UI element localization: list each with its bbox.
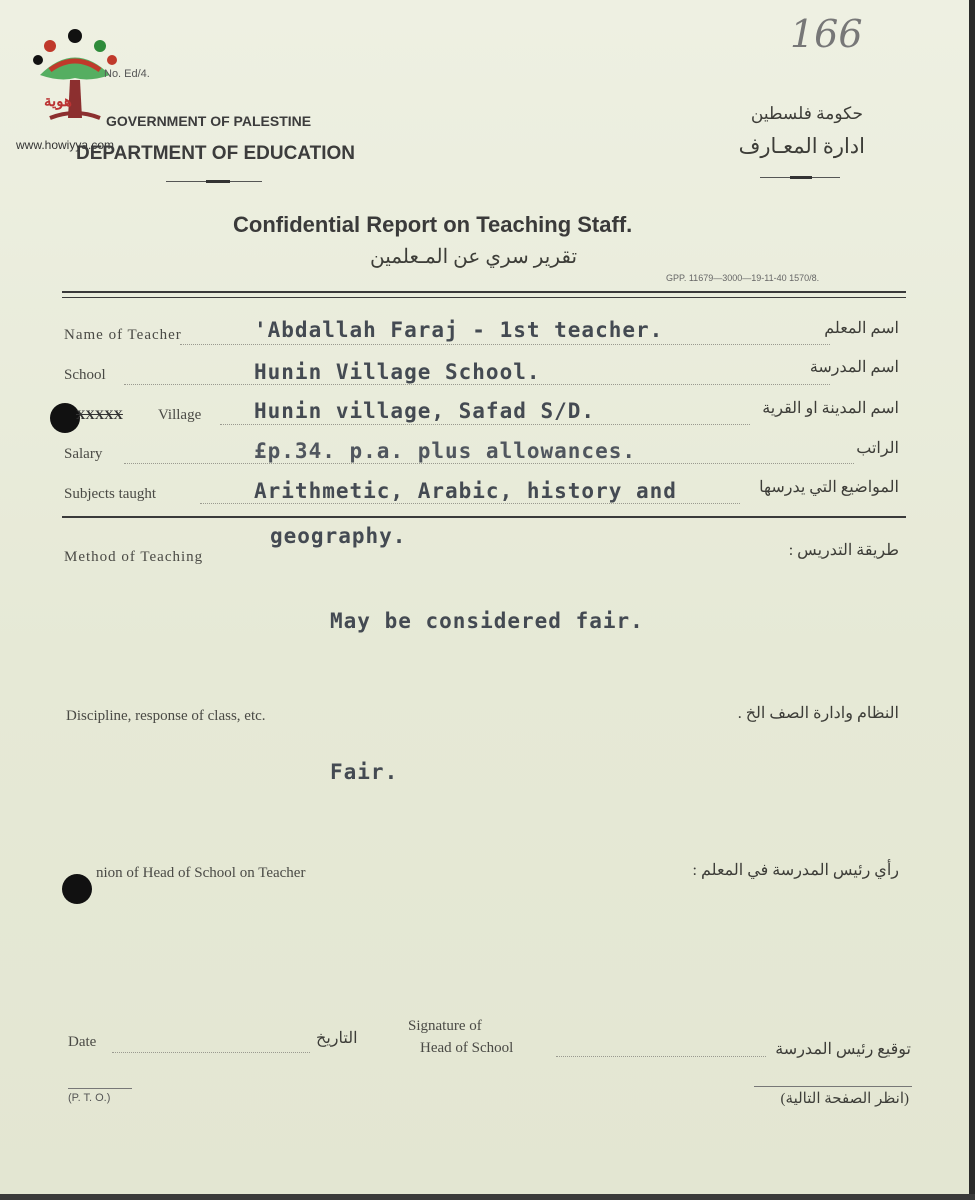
form-number: No. Ed/4.: [104, 68, 150, 80]
name-dotted-line: [180, 344, 830, 345]
header-divider-right-bold: [790, 176, 812, 179]
label-salary-ar: الراتب: [856, 440, 899, 457]
pto-en: (P. T. O.): [68, 1092, 111, 1104]
label-opinion-ar: رأي رئيس المدرسة في المعلم :: [692, 862, 899, 879]
watermark-website[interactable]: www.howiyya.com: [16, 138, 115, 152]
value-name: 'Abdallah Faraj - 1st teacher.: [254, 318, 664, 342]
report-title-en: Confidential Report on Teaching Staff.: [233, 212, 633, 237]
footer-rule-left: [68, 1088, 132, 1089]
label-school-en: School: [64, 367, 106, 383]
label-subjects-ar: المواضيع التي يدرسها: [759, 479, 899, 496]
label-village-en: Village: [158, 407, 202, 423]
label-signature-2: Head of School: [420, 1040, 514, 1056]
top-double-rule-1: [62, 291, 906, 293]
label-opinion-en: nion of Head of School on Teacher: [96, 865, 306, 881]
label-village-ar: اسم المدينة او القرية: [762, 400, 899, 417]
report-title-ar: تقرير سري عن المـعلمين: [370, 246, 578, 268]
label-signature-ar: توقيع رئيس المدرسة: [775, 1041, 911, 1058]
value-subjects-continued: geography.: [270, 524, 407, 548]
punch-hole-bottom: [62, 874, 92, 904]
header-divider-left-bold: [206, 180, 230, 183]
value-village: Hunin village, Safad S/D.: [254, 399, 596, 423]
label-town-struck: XXXXX: [76, 407, 123, 422]
subjects-dotted-line: [200, 503, 740, 504]
label-date-en: Date: [68, 1034, 97, 1050]
gov-title-en: GOVERNMENT OF PALESTINE: [106, 113, 312, 129]
value-school: Hunin Village School.: [254, 360, 541, 384]
dept-title-en: DEPARTMENT OF EDUCATION: [76, 143, 356, 164]
print-code: GPP. 11679—3000—19-11-40 1570/8.: [666, 273, 820, 283]
label-salary-en: Salary: [64, 446, 103, 462]
signature-dotted-line: [556, 1056, 766, 1057]
scan-edge-right: [969, 0, 975, 1200]
top-double-rule-2: [62, 297, 906, 298]
label-date-ar: التاريخ: [316, 1030, 358, 1047]
value-method: May be considered fair.: [330, 609, 644, 633]
village-dotted-line: [220, 424, 750, 425]
salary-dotted-line: [124, 463, 854, 464]
label-subjects-en: Subjects taught: [64, 486, 157, 502]
dept-title-ar: ادارة المعـارف: [738, 134, 865, 158]
page-number: 166: [790, 12, 863, 56]
value-subjects: Arithmetic, Arabic, history and: [254, 479, 677, 503]
label-name-ar: اسم المعلم: [824, 320, 899, 337]
label-signature-1: Signature of: [408, 1018, 482, 1034]
label-name-en: Name of Teacher: [64, 327, 182, 343]
label-discipline-ar: النظام وادارة الصف الخ .: [737, 705, 899, 722]
value-discipline: Fair.: [330, 760, 399, 784]
value-salary: £p.34. p.a. plus allowances.: [254, 439, 637, 463]
label-method-ar: طريقة التدريس :: [788, 542, 899, 559]
footer-rule-right: [754, 1086, 912, 1087]
label-method-en: Method of Teaching: [64, 549, 204, 565]
label-discipline-en: Discipline, response of class, etc.: [66, 708, 266, 724]
watermark-arabic: هوية: [44, 94, 72, 110]
gov-title-ar: حكومة فلسطين: [750, 104, 863, 123]
scan-edge-bottom: [0, 1194, 975, 1200]
label-school-ar: اسم المدرسة: [809, 359, 899, 376]
school-dotted-line: [124, 384, 830, 385]
date-dotted-line: [112, 1052, 310, 1053]
fields-bottom-rule: [62, 516, 906, 518]
pto-ar: (انظر الصفحة التالية): [780, 1091, 909, 1107]
